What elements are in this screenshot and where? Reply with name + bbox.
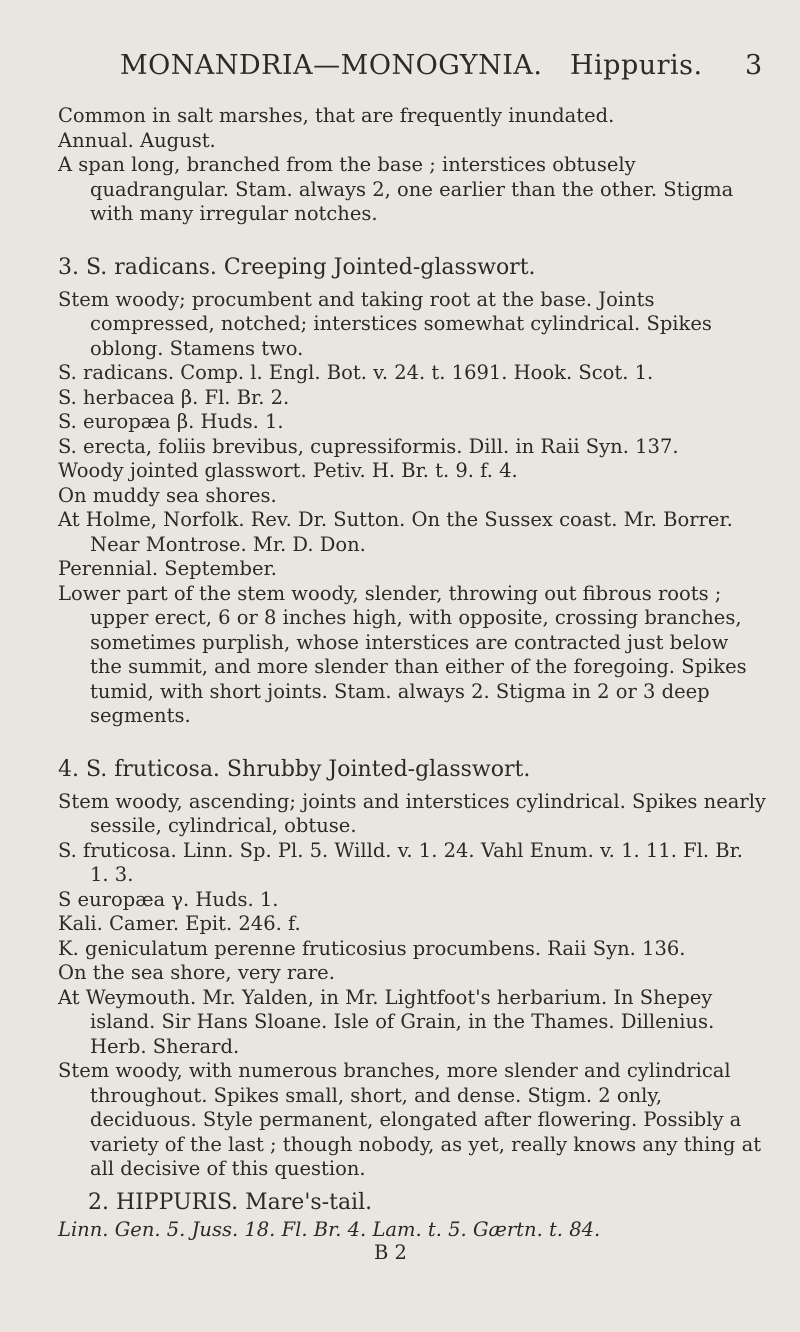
species-heading-fruticosa: 4. S. fruticosa. Shrubby Jointed-glasswort. (58, 756, 531, 782)
page-body (58, 104, 766, 1264)
species-heading-radicans: 3. S. radicans. Creeping Jointed-glasswort. (58, 254, 536, 280)
habitat-text: Common in salt marshes, that are frequently inundated. (58, 104, 615, 127)
synonym-line: Woody jointed glasswort. Petiv. H. Br. t. 9. f. 4. (58, 459, 518, 482)
duration-text: Perennial. September. (58, 557, 277, 580)
genus-heading-hippuris: 2. HIPPURIS. Mare's-tail. (88, 1189, 373, 1215)
species-diagnosis: Stem woody; procumbent and taking root at the base. Joints compressed, notched; interstices somewhat cylindrical. Spikes oblong. Stamens two. (58, 287, 712, 360)
running-header (0, 46, 800, 86)
description-text: Stem woody, with numerous branches, more slender and cylindrical throughout. Spikes small, short, and dense. Stigm. 2 only, deciduous. Style permanent, elongated after flowering. Possibly a variety of the last ; though nobody, as yet, really knows any thing at all decisive of this question. (58, 1059, 762, 1180)
header-title: MONANDRIA—MONOGYNIA. (120, 50, 543, 81)
synonym-line: S. radicans. Comp. l. Engl. Bot. v. 24. t. 1691. Hook. Scot. 1. (58, 361, 654, 384)
description-text: Lower part of the stem woody, slender, throwing out fibrous roots ; upper erect, 6 or 8 inches high, with opposite, crossing branches, sometimes purplish, whose interstices are contracted just below the summit, and more slender than either of the foregoing. Spikes tumid, with short joints. Stam. always 2. Stigma in 2 or 3 deep segments. (58, 581, 747, 727)
duration-text: Annual. August. (58, 128, 216, 152)
habitat-text: On the sea shore, very rare. (58, 961, 335, 984)
header-genus: Hippuris. (570, 50, 703, 81)
localities-text: At Weymouth. Mr. Yalden, in Mr. Lightfoot's herbarium. In Shepey island. Sir Hans Sloane. Isle of Grain, in the Thames. Dillenius. Herb. Sherard. (58, 985, 715, 1058)
page-number: 3 (745, 50, 763, 81)
synonym-line: S. europæa β. Huds. 1. (58, 410, 284, 433)
signature-mark: B 2 (374, 1241, 407, 1264)
description-text: A span long, branched from the base ; interstices obtusely quadrangular. Stam. always 2, one earlier than the other. Stigma with many irregular notches. (58, 153, 734, 225)
genus-references: Linn. Gen. 5. Juss. 18. Fl. Br. 4. Lam. t. 5. Gærtn. t. 84. (58, 1217, 601, 1241)
species-diagnosis: Stem woody, ascending; joints and interstices cylindrical. Spikes nearly sessile, cylindrical, obtuse. (58, 789, 766, 837)
localities-text: At Holme, Norfolk. Rev. Dr. Sutton. On the Sussex coast. Mr. Borrer. Near Montrose. Mr. D. Don. (58, 508, 733, 556)
synonym-line: K. geniculatum perenne fruticosius procumbens. Raii Syn. 136. (58, 936, 686, 960)
synonym-line: S. erecta, foliis brevibus, cupressiformis. Dill. in Raii Syn. 137. (58, 434, 679, 458)
synonym-line: S europæa γ. Huds. 1. (58, 887, 279, 911)
synonym-line: Kali. Camer. Epit. 246. f. (58, 912, 301, 935)
synonym-line: S. herbacea β. Fl. Br. 2. (58, 385, 290, 409)
habitat-text: On muddy sea shores. (58, 483, 277, 507)
synonym-line: S. fruticosa. Linn. Sp. Pl. 5. Willd. v. 1. 24. Vahl Enum. v. 1. 11. Fl. Br. 1. 3. (58, 838, 743, 886)
